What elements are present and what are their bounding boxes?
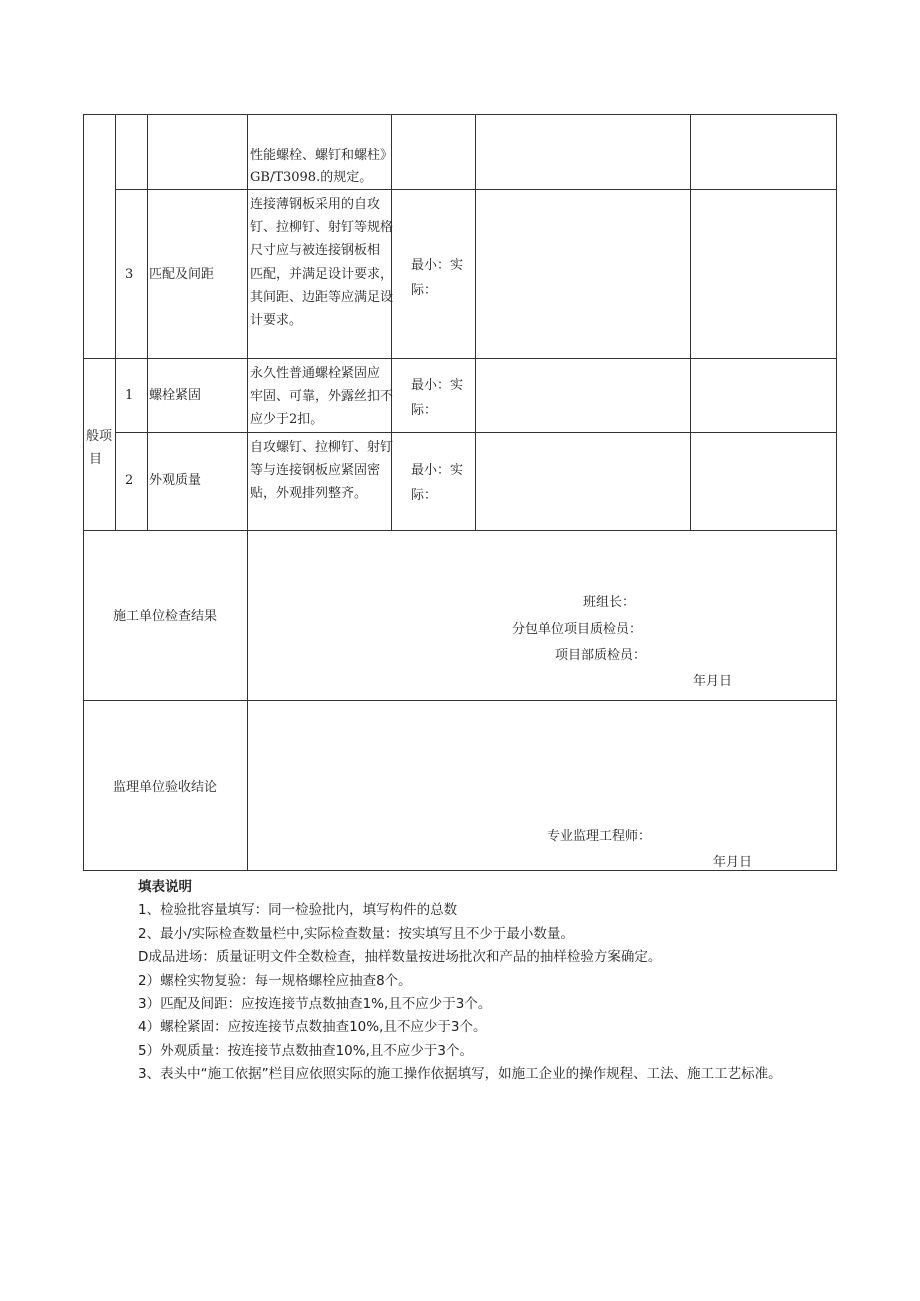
note-line: 2、最小/实际检查数量栏中,实际检查数量：按实填写且不少于最小数量。 — [138, 925, 574, 942]
table-border-right — [836, 114, 837, 871]
min-actual-label: 际： — [411, 403, 438, 418]
requirement-text: 应少于2扣。 — [250, 412, 324, 427]
team-leader-label: 班组长： — [583, 595, 636, 610]
col-divider — [475, 114, 476, 531]
requirement-text: 贴，外观排列整齐。 — [250, 486, 368, 501]
min-actual-label: 际： — [411, 488, 438, 503]
note-line: 3、表头中“施工依据”栏目应依照实际的施工操作依据填写，如施工企业的操作规程、工法、施工工艺标准。 — [138, 1066, 782, 1083]
requirement-text: 其间距、边距等应满足设 — [250, 290, 394, 305]
requirement-text: 钉、拉柳钉、射钉等规格 — [250, 220, 394, 235]
note-line: D成品进场：质量证明文件全数检查，抽样数量按进场批次和产品的抽样检验方案确定。 — [138, 949, 662, 966]
supervising-engineer-label: 专业监理工程师： — [547, 829, 652, 844]
construction-check-label: 施工单位检查结果 — [113, 609, 218, 624]
col-divider — [147, 114, 148, 531]
row-divider — [83, 530, 836, 531]
requirement-text: 匹配，并满足设计要求， — [250, 267, 394, 282]
col-divider — [690, 114, 691, 531]
supervision-conclusion-label: 监理单位验收结论 — [113, 780, 218, 795]
note-line: 5）外观质量：按连接节点数抽查10%,且不应少于3个。 — [138, 1042, 473, 1059]
note-line: 1、检验批容量填写：同一检验批内，填写构件的总数 — [138, 902, 458, 919]
general-items-label: 般项 — [86, 429, 113, 444]
note-line: 2）螺栓实物复验：每一规格螺栓应抽查8个。 — [138, 972, 412, 989]
requirement-text: 尺寸应与被连接钢板相 — [250, 243, 381, 258]
requirement-text: 等与连接钢板应紧固密 — [250, 463, 381, 478]
general-items-label: 目 — [89, 452, 103, 467]
form-notes — [138, 876, 838, 1087]
col-divider — [115, 114, 116, 531]
project-inspector-label: 项目部质检员： — [555, 648, 647, 663]
note-line: 4）螺栓紧固：应按连接节点数抽查10%,且不应少于3个。 — [138, 1019, 487, 1036]
row-divider — [83, 700, 836, 701]
notes-title: 填表说明 — [138, 879, 192, 895]
requirement-text: 性能螺栓、螺钉和螺柱》 — [250, 148, 394, 163]
item-name: 螺栓紧固 — [149, 388, 202, 403]
min-actual-label: 际： — [411, 283, 438, 298]
construction-date-label: 年月日 — [693, 674, 733, 689]
col-divider — [247, 114, 248, 871]
sub-item-number: 1 — [125, 388, 134, 403]
sub-item-number: 2 — [125, 473, 134, 488]
supervision-date-label: 年月日 — [713, 855, 753, 870]
requirement-text: GB/T3098.的规定。 — [250, 170, 373, 185]
requirement-text: 连接薄钢板采用的自攻 — [250, 197, 381, 212]
sub-item-number: 3 — [125, 267, 134, 282]
sub-inspector-label: 分包单位项目质检员： — [512, 622, 643, 637]
min-actual-label: 最小：实 — [411, 463, 464, 478]
col-divider — [391, 114, 392, 531]
requirement-text: 计要求。 — [250, 313, 303, 328]
min-actual-label: 最小：实 — [411, 378, 464, 393]
min-actual-label: 最小：实 — [411, 258, 464, 273]
requirement-text: 牢固、可靠，外露丝扣不 — [250, 389, 394, 404]
table-border-left — [83, 114, 84, 871]
table-border-top — [83, 114, 836, 115]
item-name: 匹配及间距 — [149, 267, 215, 282]
item-name: 外观质量 — [149, 473, 202, 488]
requirement-text: 永久性普通螺栓紧固应 — [250, 366, 381, 381]
note-line: 3）匹配及间距：应按连接节点数抽查1%,且不应少于3个。 — [138, 996, 492, 1013]
row-divider — [83, 358, 836, 359]
requirement-text: 自攻螺钉、拉柳钉、射钉 — [250, 440, 394, 455]
